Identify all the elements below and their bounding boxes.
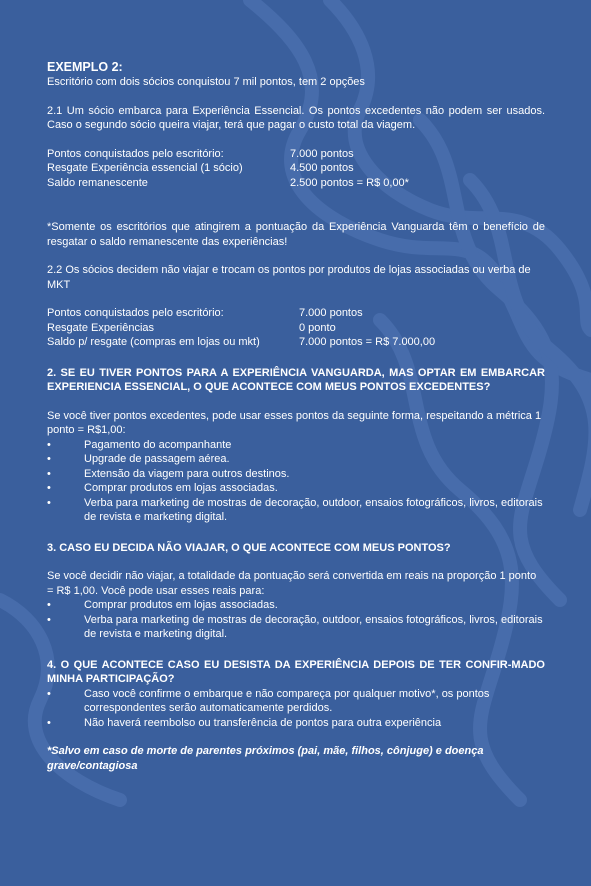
option-2-2-text: 2.2 Os sócios decidem não viajar e trocam os pontos por produtos de lojas associadas ou verba de MKT — [47, 264, 531, 291]
example-2-heading: EXEMPLO 2: — [47, 60, 123, 74]
row-value: 7.000 pontos — [290, 147, 354, 160]
option-2-1-text: 2.1 Um sócio embarca para Experiência Essencial. Os pontos excedentes não podem ser usados. Caso o segundo sócio queira viajar, terá que pagar o custo total da viagem. — [47, 104, 545, 131]
list-item: • Verba para marketing de mostras de decoração, outdoor, ensaios fotográficos, livros, editorais de revista e marketing digital. — [47, 496, 545, 525]
content — [47, 60, 545, 773]
question-3-title: 3. CASO EU DECIDA NÃO VIAJAR, O QUE ACONTECE COM MEUS PONTOS? — [47, 541, 451, 554]
row-value: 4.500 pontos — [290, 162, 354, 174]
row-label: Resgate Experiências — [47, 321, 155, 334]
exception-note: *Salvo em caso de morte de parentes próximos (pai, mãe, filhos, cônjuge) e doença grave/contagiosa — [47, 745, 484, 772]
option-2-1-table — [47, 147, 545, 191]
list-item: • Verba para marketing de mostras de decoração, outdoor, ensaios fotográficos, livros, editorais de revista e marketing digital. — [47, 613, 545, 642]
question-2-list — [47, 438, 545, 525]
question-3-intro: Se você decidir não viajar, a totalidade da pontuação será convertida em reais na proporção 1 ponto = R$ 1,00. Você pode usar esses reais para: — [47, 570, 537, 597]
row-value: 7.000 pontos — [299, 307, 363, 319]
row-value: 7.000 pontos = R$ 7.000,00 — [299, 336, 436, 348]
row-label: Saldo p/ resgate (compras em lojas ou mkt) — [47, 336, 260, 348]
question-4-title: 4. O QUE ACONTECE CASO EU DESISTA DA EXPERIÊNCIA DEPOIS DE TER CONFIR-MADO MINHA PARTICIPAÇÃO? — [47, 658, 545, 685]
vanguarda-footnote: *Somente os escritórios que atingirem a pontuação da Experiência Vanguarda têm o benefício de resgatar o saldo remanescente das experiências! — [47, 221, 545, 248]
question-2-intro: Se você tiver pontos excedentes, pode usar esses pontos da seguinte forma, respeitando a métrica 1 ponto = R$1,00: — [47, 409, 542, 436]
example-2-subtitle: Escritório com dois sócios conquistou 7 mil pontos, tem 2 opções — [47, 76, 365, 88]
list-item: • Extensão da viagem para outros destinos. — [47, 467, 545, 482]
question-2-title: 2. SE EU TIVER PONTOS PARA A EXPERIÊNCIA VANGUARDA, MAS OPTAR EM EMBARCAR EXPERIENCIA ESSENCIAL, O QUE ACONTECE COM MEUS PONTOS EXCEDENTES? — [47, 366, 545, 393]
question-4-list — [47, 687, 545, 731]
list-item: • Upgrade de passagem aérea. — [47, 452, 545, 467]
list-item: • Comprar produtos em lojas associadas. — [47, 481, 545, 496]
row-label: Pontos conquistados pelo escritório: — [47, 147, 224, 160]
list-item: • Pagamento do acompanhante — [47, 438, 545, 453]
list-item: • Caso você confirme o embarque e não compareça por qualquer motivo*, os pontos correspondentes serão automaticamente perdidos. — [47, 687, 545, 716]
row-label: Pontos conquistados pelo escritório: — [47, 307, 224, 319]
row-value: 2.500 pontos = R$ 0,00* — [290, 176, 409, 189]
list-item: • Não haverá reembolso ou transferência de pontos para outra experiência — [47, 716, 545, 731]
option-2-2-table — [47, 306, 545, 350]
row-value: 0 ponto — [299, 321, 336, 334]
list-item: • Comprar produtos em lojas associadas. — [47, 598, 545, 613]
row-label: Saldo remanescente — [47, 176, 148, 189]
question-3-list — [47, 598, 545, 642]
row-label: Resgate Experiência essencial (1 sócio) — [47, 162, 243, 174]
